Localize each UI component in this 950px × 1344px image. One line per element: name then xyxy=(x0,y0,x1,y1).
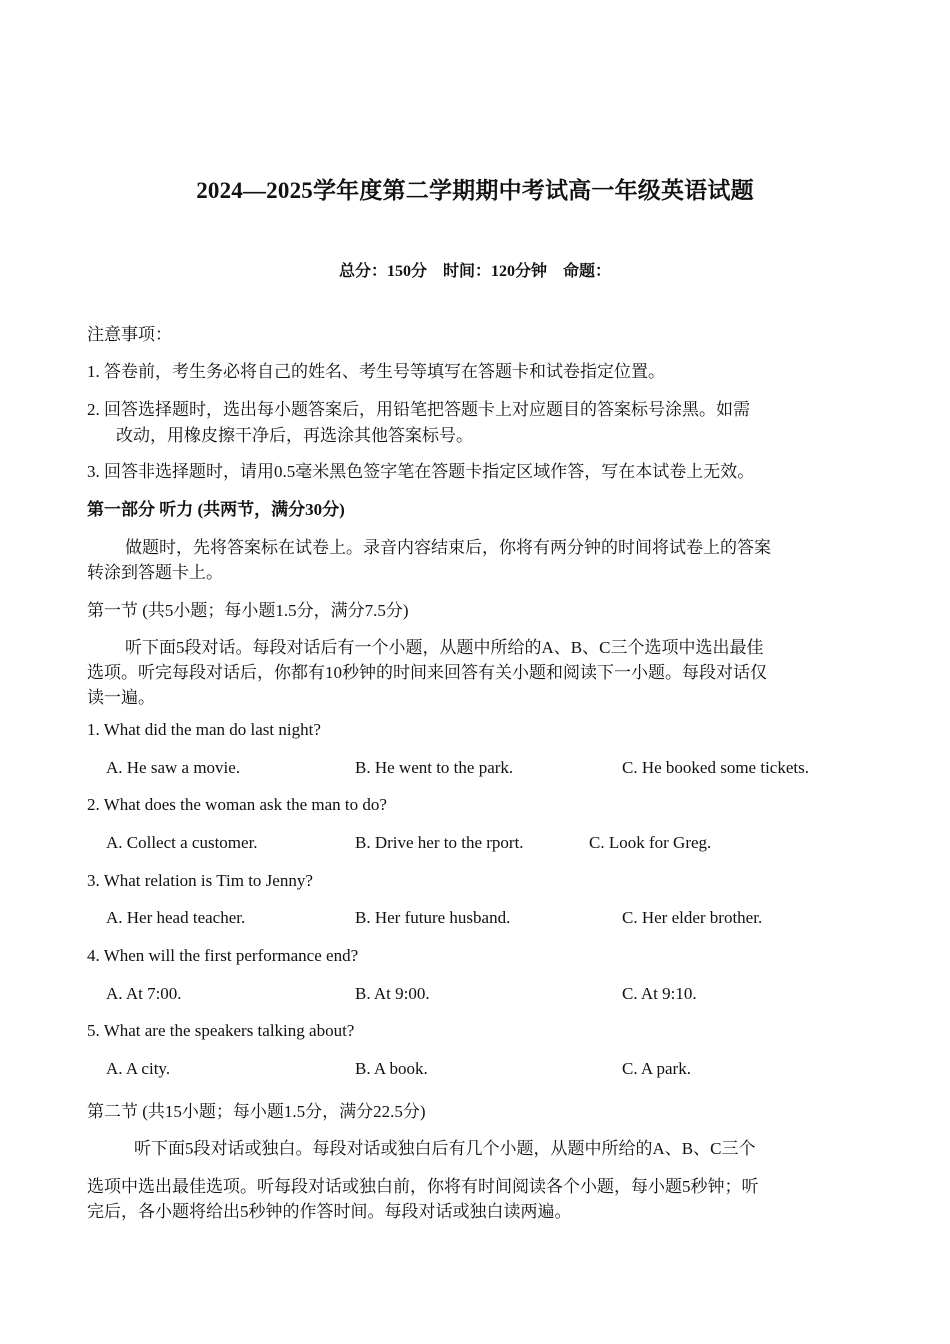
question-5-option-b: B. A book. xyxy=(355,1059,428,1078)
question-2-option-a: A. Collect a customer. xyxy=(106,833,258,852)
section2-intro-line-3: 完后，各小题将给出5秒钟的作答时间。每段对话或独白读两遍。 xyxy=(87,1202,572,1221)
section1-intro-line-1: 听下面5段对话。每段对话后有一个小题，从题中所给的A、B、C三个选项中选出最佳 xyxy=(125,638,764,657)
part1-heading: 第一部分 听力 (共两节，满分30分) xyxy=(87,500,345,519)
section1-intro-line-2: 选项。听完每段对话后，你都有10秒钟的时间来回答有关小题和阅读下一小题。每段对话仅 xyxy=(87,663,767,682)
question-2: 2. What does the woman ask the man to do? xyxy=(87,795,387,814)
exam-meta: 总分：150分 时间：120分钟 命题： xyxy=(338,263,611,280)
note-item-1: 1. 答卷前，考生务必将自己的姓名、考生号等填写在答题卡和试卷指定位置。 xyxy=(87,362,665,381)
question-1-option-a: A. He saw a movie. xyxy=(106,758,241,777)
question-5-option-c: C. A park. xyxy=(622,1059,691,1078)
question-5: 5. What are the speakers talking about? xyxy=(87,1021,355,1040)
question-2-option-c: C. Look for Greg. xyxy=(589,833,712,852)
question-3: 3. What relation is Tim to Jenny? xyxy=(87,871,313,890)
notes-heading: 注意事项： xyxy=(87,325,172,344)
question-5-option-a: A. A city. xyxy=(106,1059,171,1078)
section2-intro-line-1: 听下面5段对话或独白。每段对话或独白后有几个小题，从题中所给的A、B、C三个 xyxy=(134,1139,756,1158)
question-3-option-b: B. Her future husband. xyxy=(355,908,511,927)
question-2-option-b: B. Drive her to the rport. xyxy=(355,833,524,852)
note-item-2-line-1: 2. 回答选择题时，选出每小题答案后，用铅笔把答题卡上对应题目的答案标号涂黑。如需 xyxy=(87,400,750,419)
section2-heading: 第二节 (共15小题；每小题1.5分，满分22.5分) xyxy=(87,1102,426,1121)
question-3-option-c: C. Her elder brother. xyxy=(622,908,763,927)
part1-intro-line-1: 做题时，先将答案标在试卷上。录音内容结束后，你将有两分钟的时间将试卷上的答案 xyxy=(125,538,771,557)
exam-title: 2024—2025学年度第二学期期中考试高一年级英语试题 xyxy=(196,178,754,203)
question-1-option-c: C. He booked some tickets. xyxy=(622,758,809,777)
question-1: 1. What did the man do last night? xyxy=(87,720,321,739)
section2-intro-line-2: 选项中选出最佳选项。听每段对话或独白前，你将有时间阅读各个小题，每小题5秒钟；听 xyxy=(87,1177,759,1196)
question-4-option-a: A. At 7:00. xyxy=(106,984,182,1003)
question-4: 4. When will the first performance end? xyxy=(87,946,359,965)
question-4-option-c: C. At 9:10. xyxy=(622,984,697,1003)
question-4-option-b: B. At 9:00. xyxy=(355,984,430,1003)
note-item-2-line-2: 改动，用橡皮擦干净后，再选涂其他答案标号。 xyxy=(116,426,473,445)
question-1-option-b: B. He went to the park. xyxy=(355,758,514,777)
section1-heading: 第一节 (共5小题；每小题1.5分，满分7.5分) xyxy=(87,601,409,620)
question-3-option-a: A. Her head teacher. xyxy=(106,908,246,927)
note-item-3: 3. 回答非选择题时，请用0.5毫米黑色签字笔在答题卡指定区域作答，写在本试卷上无效。 xyxy=(87,462,755,481)
section1-intro-line-3: 读一遍。 xyxy=(87,688,155,707)
part1-intro-line-2: 转涂到答题卡上。 xyxy=(87,563,223,582)
